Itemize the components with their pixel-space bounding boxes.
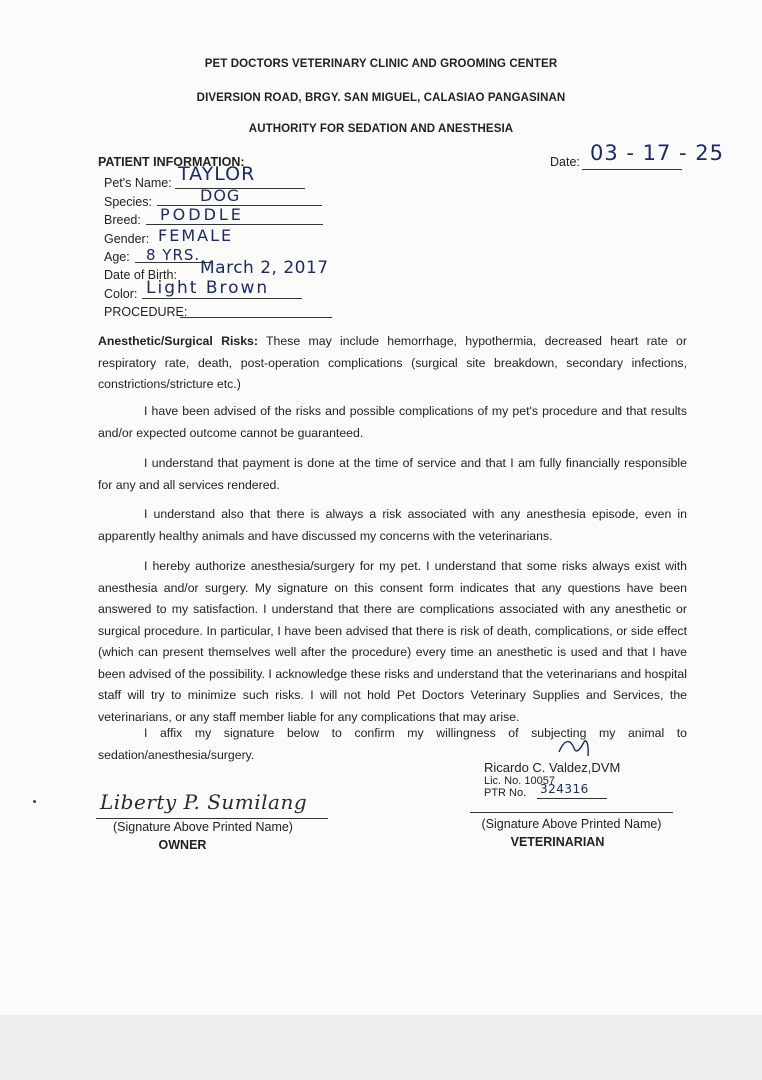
breed-value: PODDLE — [160, 205, 244, 224]
vet-initials-signature — [556, 734, 596, 764]
patient-section-title: PATIENT INFORMATION: — [98, 155, 245, 169]
risks-heading: Anesthetic/Surgical Risks: — [98, 334, 258, 348]
color-label: Color: — [104, 287, 138, 301]
species-label: Species: — [104, 195, 152, 209]
dob-value: March 2, 2017 — [200, 258, 329, 278]
owner-signature-line — [96, 818, 328, 819]
vet-ptr-label: PTR No. — [484, 787, 527, 799]
paragraph-risk: I understand also that there is always a risk associated with any anesthesia episode, even in apparently healthy animals and have discussed my concerns with the veterinarians. — [98, 507, 687, 543]
color-line — [142, 298, 302, 299]
vet-license: Lic. No. 10057 — [484, 775, 555, 787]
pet-name-label: Pet's Name: — [104, 176, 172, 190]
scan-margin — [0, 1015, 762, 1080]
age-value: 8 YRS. — [146, 246, 201, 264]
species-value: DOG — [200, 186, 241, 205]
age-label: Age: — [104, 250, 130, 264]
procedure-label: PROCEDURE: — [104, 305, 188, 319]
color-value: Light Brown — [146, 278, 270, 298]
procedure-line — [180, 317, 332, 318]
date-line — [582, 169, 682, 170]
form-title: AUTHORITY FOR SEDATION AND ANESTHESIA — [248, 123, 514, 135]
vet-ptr-line — [537, 798, 607, 799]
risks-paragraph — [98, 331, 687, 396]
breed-label: Breed: — [104, 213, 141, 227]
date-value: 03 - 17 - 25 — [590, 141, 725, 165]
clinic-address: DIVERSION ROAD, BRGY. SAN MIGUEL, CALASIAO PANGASINAN — [196, 92, 566, 104]
pet-name-value: TAYLOR — [178, 163, 256, 185]
clinic-name: PET DOCTORS VETERINARY CLINIC AND GROOMING CENTER — [204, 58, 558, 70]
vet-role: VETERINARIAN — [510, 835, 605, 849]
paragraph-payment: I understand that payment is done at the time of service and that I am fully financially responsible for any and all services rendered. — [98, 456, 687, 492]
vet-caption: (Signature Above Printed Name) — [481, 817, 662, 831]
vet-signature-line — [470, 812, 673, 813]
owner-role: OWNER — [158, 838, 207, 852]
gender-value: FEMALE — [158, 226, 234, 245]
paragraph-advised: I have been advised of the risks and possible complications of my pet's procedure and that results and/or expected outcome cannot be guaranteed. — [98, 404, 687, 440]
vet-ptr-value: 324316 — [540, 782, 589, 796]
paper-speck — [33, 800, 36, 803]
risks-text: These may include hemorrhage, hypothermia, decreased heart rate or respiratory rate, death, post-operation complications (surgical site breakdown, secondary infections, constrictions/stricture etc.) — [98, 334, 687, 391]
paragraph-affix: I affix my signature below to confirm my willingness of subjecting my animal to sedation/anesthesia/surgery. — [98, 726, 687, 762]
date-label: Date: — [550, 155, 580, 169]
paragraph-authorize: I hereby authorize anesthesia/surgery for my pet. I understand that some risks always exist with anesthesia and/or surgery. My signature on this consent form indicates that any questions have been answered to my satisfaction. I understand that there are complications associated with any anesthetic or surgical procedure. In particular, I have been advised that there is risk of death, complications, or side effect (which can present themselves well after the procedure) every time an anesthetic is used and that I have been advised of the possibility. I acknowledge these risks and understand that the veterinarians and hospital staff will try to minimize such risks. I will not hold Pet Doctors Veterinary Supplies and Services, the veterinarians, or any staff member liable for any complications that may arise. — [98, 559, 687, 724]
vet-name: Ricardo C. Valdez,DVM — [484, 760, 621, 775]
owner-caption: (Signature Above Printed Name) — [113, 820, 293, 834]
dob-label: Date of Birth: — [104, 268, 177, 282]
owner-signature: Liberty P. Sumilang — [100, 790, 308, 814]
gender-label: Gender: — [104, 232, 150, 246]
breed-line — [146, 224, 323, 225]
